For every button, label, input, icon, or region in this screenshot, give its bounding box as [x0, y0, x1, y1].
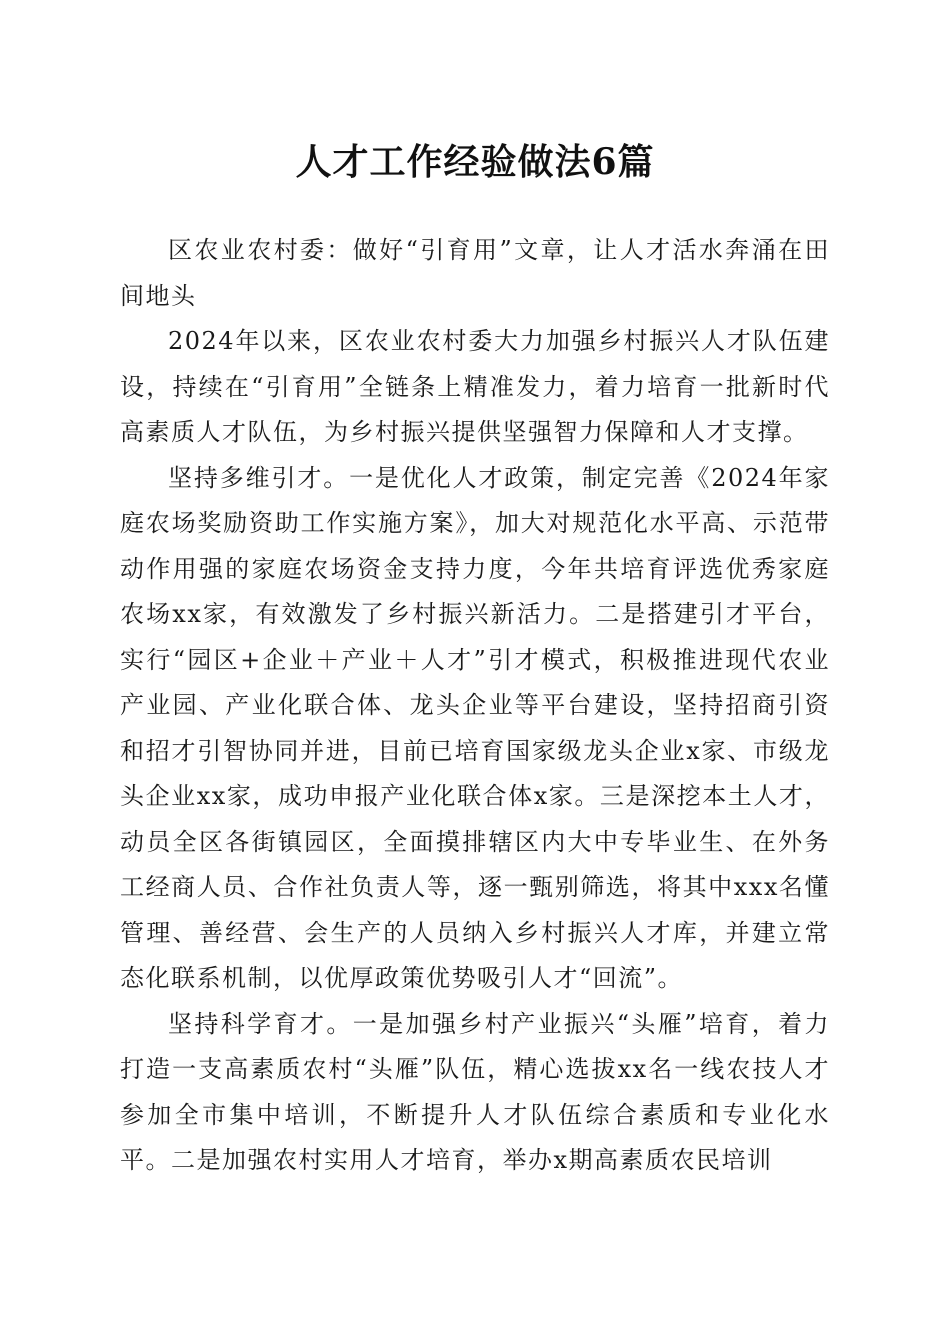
- intro-paragraph: 2024年以来，区农业农村委大力加强乡村振兴人才队伍建设，持续在“引育用”全链条上精准发力，着力培育一批新时代高素质人才队伍，为乡村振兴提供坚强智力保障和人才支撑。: [120, 327, 830, 446]
- talent-cultivation-paragraph: 坚持科学育才。一是加强乡村产业振兴“头雁”培育，着力打造一支高素质农村“头雁”队伍，精心选拔xx名一线农技人才参加全市集中培训，不断提升人才队伍综合素质和专业化水平。二是加强农村实用人才培育，举办x期高素质农民培训: [120, 1009, 830, 1174]
- document-title: 人才工作经验做法6篇: [295, 141, 655, 183]
- talent-attraction-paragraph: 坚持多维引才。一是优化人才政策，制定完善《2024年家庭农场奖励资助工作实施方案》，加大对规范化水平高、示范带动作用强的家庭农场资金支持力度，今年共培育评选优秀家庭农场xx家，有效激发了乡村振兴新活力。二是搭建引才平台，实行“园区+企业＋产业＋人才”引才模式，积极推进现代农业产业园、产业化联合体、龙头企业等平台建设，坚持招商引资和招才引智协同并进，目前已培育国家级龙头企业x家、市级龙头企业xx家，成功申报产业化联合体x家。三是深挖本土人才，动员全区各街镇园区，全面摸排辖区内大中专毕业生、在外务工经商人员、合作社负责人等，逐一甄别筛选，将其中xxx名懂管理、善经营、会生产的人员纳入乡村振兴人才库，并建立常态化联系机制，以优厚政策优势吸引人才“回流”。: [120, 463, 830, 992]
- document-body: [120, 228, 830, 1184]
- section-heading-paragraph: 区农业农村委：做好“引育用”文章，让人才活水奔涌在田间地头: [120, 236, 830, 310]
